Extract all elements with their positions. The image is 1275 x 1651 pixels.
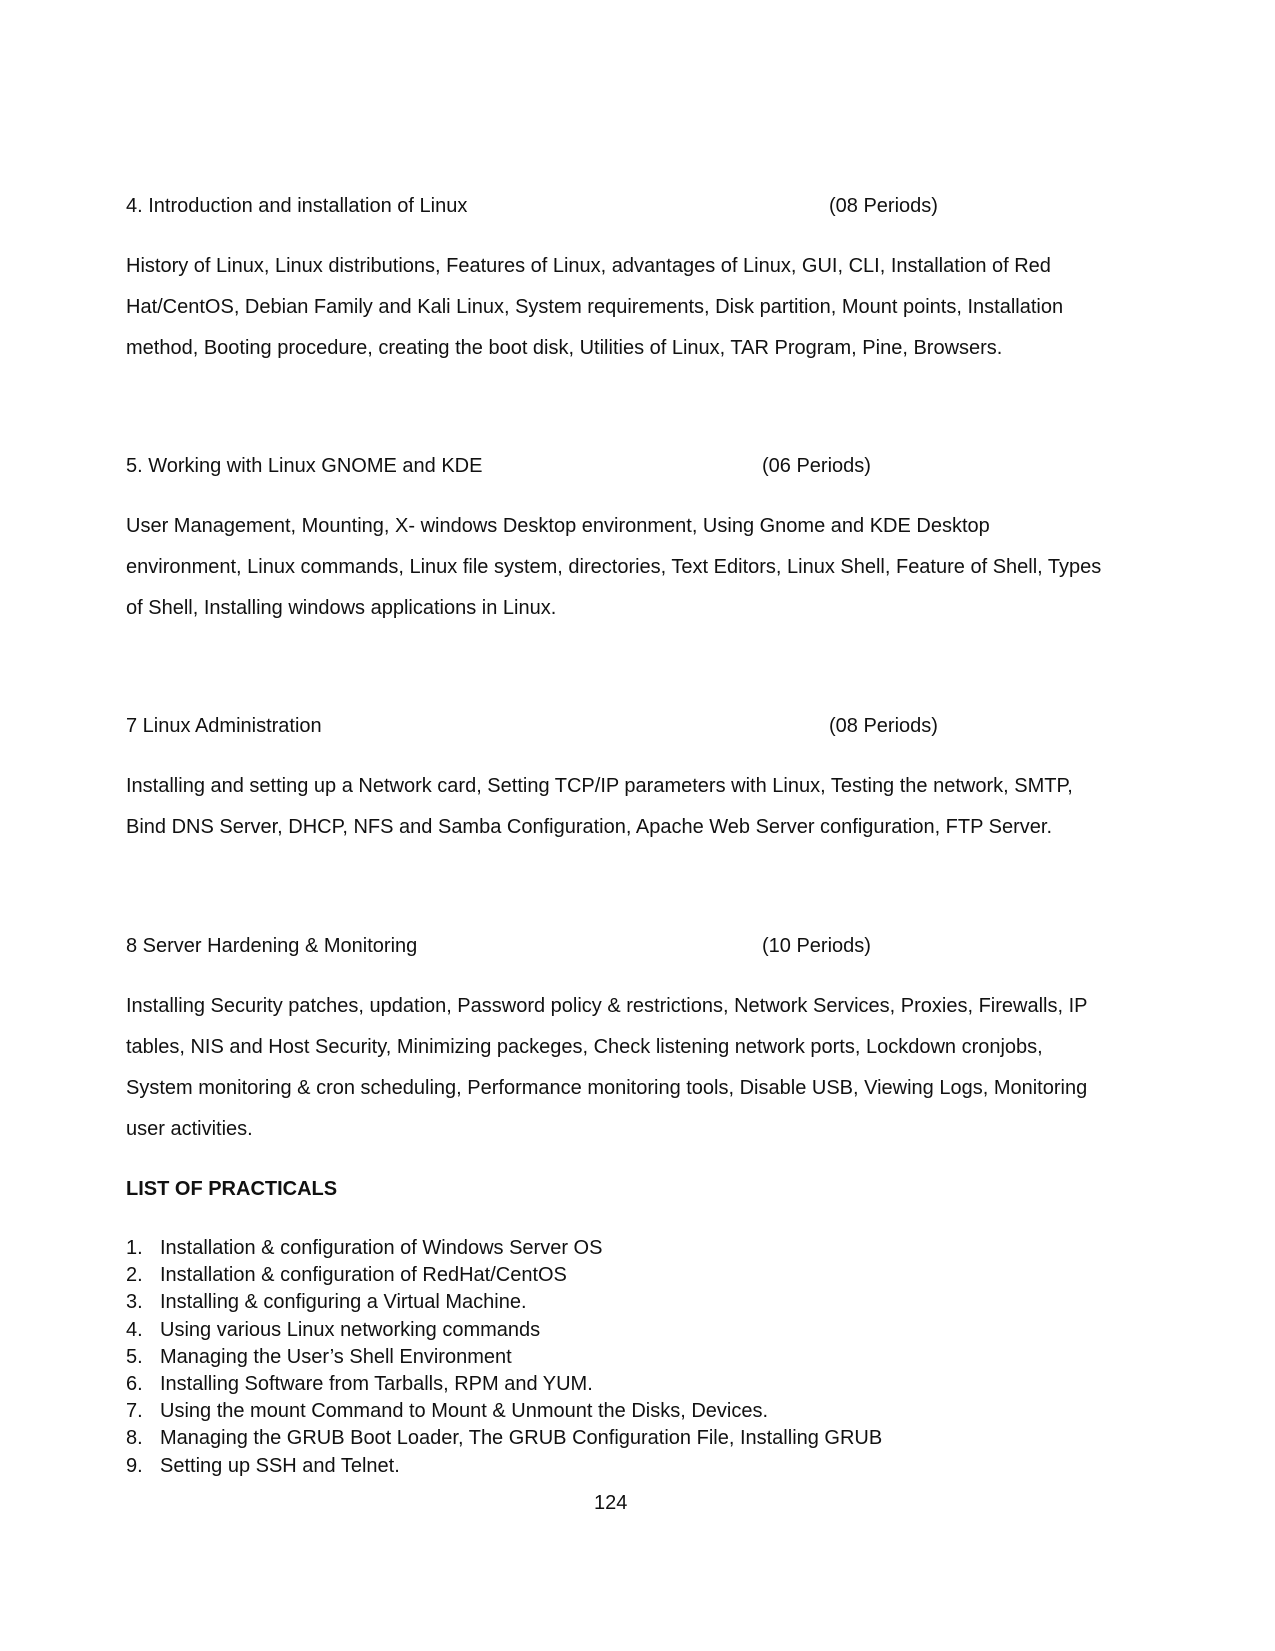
section-4-line: method, Booting procedure, creating the boot disk, Utilities of Linux, TAR Program, Pine, Browsers. (126, 337, 1003, 359)
practical-item: Managing the User’s Shell Environment (160, 1346, 512, 1368)
practical-item: Installation & configuration of Windows Server OS (160, 1237, 603, 1259)
practical-number: 7. (126, 1400, 143, 1422)
practical-number: 2. (126, 1264, 143, 1286)
section-4-line: History of Linux, Linux distributions, Features of Linux, advantages of Linux, GUI, CLI, Installation of Red (126, 255, 1051, 277)
section-8-line: Installing Security patches, updation, Password policy & restrictions, Network Services, Proxies, Firewalls, IP (126, 995, 1088, 1017)
section-7-periods: (08 Periods) (829, 715, 938, 737)
section-4-line: Hat/CentOS, Debian Family and Kali Linux, System requirements, Disk partition, Mount points, Installation (126, 296, 1064, 318)
section-8-periods: (10 Periods) (762, 935, 871, 957)
practical-number: 1. (126, 1237, 143, 1259)
practical-item: Installing & configuring a Virtual Machine. (160, 1291, 527, 1313)
practical-item: Setting up SSH and Telnet. (160, 1455, 400, 1477)
section-5-line: environment, Linux commands, Linux file system, directories, Text Editors, Linux Shell, Feature of Shell, Types (126, 556, 1102, 578)
section-5-title: 5. Working with Linux GNOME and KDE (126, 455, 483, 477)
section-7-line: Bind DNS Server, DHCP, NFS and Samba Configuration, Apache Web Server configuration, FTP Server. (126, 816, 1053, 838)
section-5-periods: (06 Periods) (762, 455, 871, 477)
practicals-heading: LIST OF PRACTICALS (126, 1178, 338, 1200)
section-7-title: 7 Linux Administration (126, 715, 322, 737)
practical-number: 8. (126, 1427, 143, 1449)
practical-number: 6. (126, 1373, 143, 1395)
practical-item: Installing Software from Tarballs, RPM and YUM. (160, 1373, 593, 1395)
practical-number: 3. (126, 1291, 143, 1313)
section-8-title: 8 Server Hardening & Monitoring (126, 935, 418, 957)
section-8-line: System monitoring & cron scheduling, Performance monitoring tools, Disable USB, Viewing Logs, Monitoring (126, 1077, 1088, 1099)
section-8-line: user activities. (126, 1118, 253, 1140)
practical-item: Installation & configuration of RedHat/CentOS (160, 1264, 567, 1286)
practical-number: 9. (126, 1455, 143, 1477)
practical-number: 5. (126, 1346, 143, 1368)
practical-item: Managing the GRUB Boot Loader, The GRUB Configuration File, Installing GRUB (160, 1427, 883, 1449)
section-4-periods: (08 Periods) (829, 195, 938, 217)
practical-item: Using various Linux networking commands (160, 1319, 541, 1341)
practical-number: 4. (126, 1319, 143, 1341)
practical-item: Using the mount Command to Mount & Unmount the Disks, Devices. (160, 1400, 769, 1422)
section-8-line: tables, NIS and Host Security, Minimizing packeges, Check listening network ports, Lockdown cronjobs, (126, 1036, 1043, 1058)
section-7-line: Installing and setting up a Network card, Setting TCP/IP parameters with Linux, Testing the network, SMTP, (126, 775, 1073, 797)
page-number: 124 (594, 1492, 628, 1514)
section-5-line: of Shell, Installing windows applications in Linux. (126, 597, 557, 619)
section-5-line: User Management, Mounting, X- windows Desktop environment, Using Gnome and KDE Desktop (126, 515, 990, 537)
section-4-title: 4. Introduction and installation of Linux (126, 195, 468, 217)
